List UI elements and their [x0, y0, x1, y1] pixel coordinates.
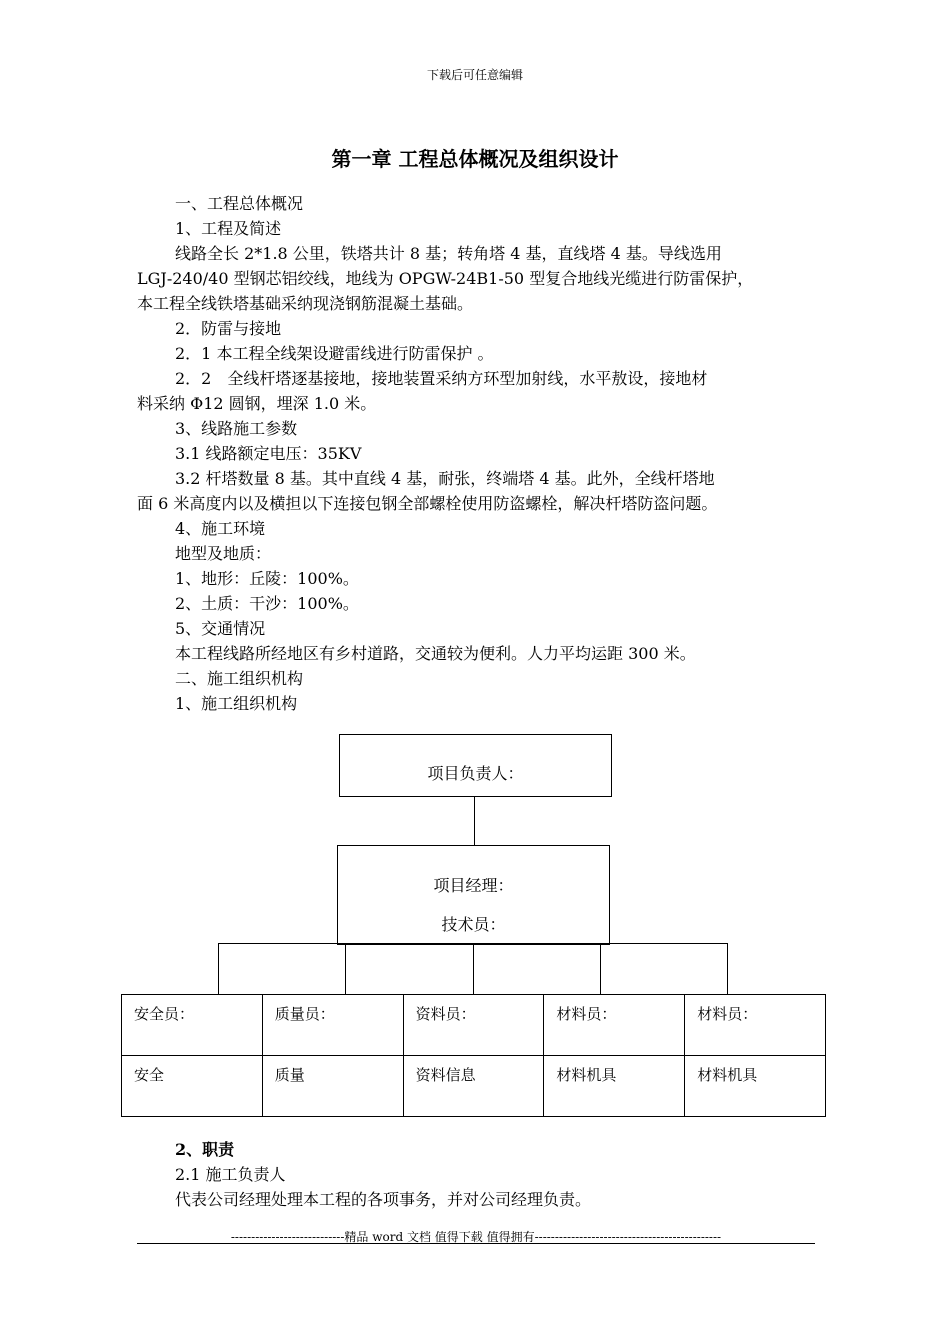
org-box-label: 项目经理： — [433, 876, 514, 895]
subsection-heading: 2．防雷与接地 — [175, 319, 282, 338]
section-heading: 二、施工组织机构 — [175, 669, 304, 688]
table-cell-role: 材料员： — [685, 995, 826, 1056]
table-cell-role: 质量员： — [262, 995, 403, 1056]
org-box-label: 项目负责人： — [427, 764, 524, 783]
table-cell-duty: 材料机具 — [544, 1056, 685, 1117]
org-connector — [474, 797, 475, 845]
org-connector — [473, 943, 474, 994]
paragraph-line: 2、土质：干沙：100%。 — [175, 594, 359, 613]
table-cell-role: 资料员： — [403, 995, 544, 1056]
subsection-heading: 1、工程及简述 — [175, 219, 282, 238]
paragraph-line: 本工程线路所经地区有乡村道路，交通较为便利。人力平均运距 300 米。 — [175, 644, 696, 663]
table-cell-role: 材料员： — [544, 995, 685, 1056]
paragraph-line: 2．1 本工程全线架设避雷线进行防雷保护 。 — [175, 344, 494, 363]
subsection-heading: 3、线路施工参数 — [175, 419, 298, 438]
paragraph-line: 面 6 米高度内以及横担以下连接包钢全部螺栓使用防盗螺栓，解决杆塔防盗问题。 — [137, 494, 718, 513]
org-box-project-leader — [339, 734, 612, 797]
section-heading: 2、职责 — [175, 1140, 235, 1159]
table-cell-duty: 安全 — [122, 1056, 263, 1117]
org-connector — [727, 943, 728, 994]
org-connector — [218, 943, 219, 994]
staff-table — [121, 994, 826, 1117]
org-connector — [600, 943, 601, 994]
chapter-title: 第一章 工程总体概况及组织设计 — [331, 147, 619, 171]
table-cell-duty: 资料信息 — [403, 1056, 544, 1117]
paragraph-line: 3.1 线路额定电压：35KV — [175, 444, 362, 463]
paragraph-line: 3.2 杆塔数量 8 基。其中直线 4 基，耐张，终端塔 4 基。此外，全线杆塔地 — [175, 469, 715, 488]
org-box-label: 技术员： — [441, 915, 506, 934]
page-header-note: 下载后可任意编辑 — [426, 68, 523, 82]
org-box-project-manager — [337, 845, 610, 945]
subsection-heading: 2.1 施工负责人 — [175, 1165, 286, 1184]
paragraph-line: 本工程全线铁塔基础采纳现浇钢筋混凝土基础。 — [137, 294, 474, 313]
footer-divider — [137, 1243, 815, 1244]
paragraph-line: LGJ-240/40 型钢芯铝绞线，地线为 OPGW-24B1-50 型复合地线光缆进行防雷保护， — [137, 269, 754, 288]
paragraph-line: 料采纳 Φ12 圆钢，埋深 1.0 米。 — [137, 394, 377, 413]
paragraph-line: 地型及地质： — [175, 544, 272, 563]
subsection-heading: 5、交通情况 — [175, 619, 266, 638]
paragraph-line: 代表公司经理处理本工程的各项事务，并对公司经理负责。 — [175, 1190, 592, 1209]
table-cell-duty: 材料机具 — [685, 1056, 826, 1117]
page-footer-note: ----------------------------精品 word 文档 值得下载 值得拥有---------------------------------------------- — [230, 1230, 722, 1244]
paragraph-line: 2．2 全线杆塔逐基接地，接地装置采纳方环型加射线，水平敖设，接地材 — [175, 369, 708, 388]
paragraph-line: 1、地形：丘陵：100%。 — [175, 569, 359, 588]
table-cell-role: 安全员： — [122, 995, 263, 1056]
table-row — [122, 995, 826, 1056]
table-cell-duty: 质量 — [262, 1056, 403, 1117]
org-connector — [345, 943, 346, 994]
subsection-heading: 1、施工组织机构 — [175, 694, 298, 713]
subsection-heading: 4、施工环境 — [175, 519, 266, 538]
table-row — [122, 1056, 826, 1117]
paragraph-line: 线路全长 2*1.8 公里，铁塔共计 8 基；转角塔 4 基，直线塔 4 基。导线选用 — [175, 244, 722, 263]
section-heading: 一、工程总体概况 — [175, 194, 304, 213]
